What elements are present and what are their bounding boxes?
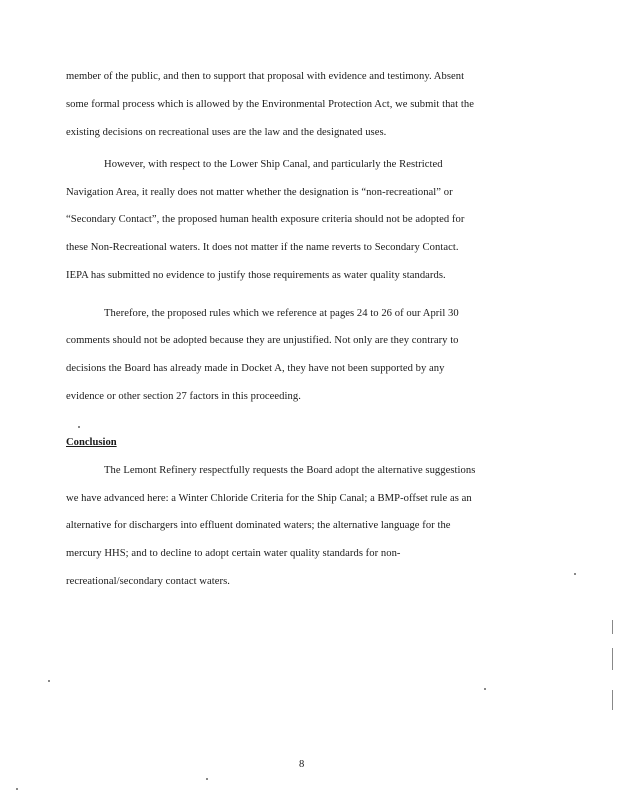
paragraph-4-line: recreational/secondary contact waters. — [66, 576, 230, 587]
paragraph-1-line: existing decisions on recreational uses are the law and the designated uses. — [66, 127, 387, 138]
scan-artifact — [612, 690, 613, 710]
paragraph-1-line: member of the public, and then to support that proposal with evidence and testimony. Absent — [66, 71, 465, 82]
paragraph-1-line: some formal process which is allowed by the Environmental Protection Act, we submit that the — [66, 99, 474, 110]
conclusion-heading: Conclusion — [66, 437, 117, 448]
paragraph-2-line: “Secondary Contact”, the proposed human health exposure criteria should not be adopted for — [66, 214, 465, 225]
scan-artifact — [48, 680, 50, 682]
paragraph-3-line: decisions the Board has already made in Docket A, they have not been supported by any — [66, 363, 445, 374]
paragraph-2-line: IEPA has submitted no evidence to justify those requirements as water quality standards. — [66, 270, 446, 281]
paragraph-4-line: we have advanced here: a Winter Chloride Criteria for the Ship Canal; a BMP-offset rule as an — [66, 493, 472, 504]
scan-artifact — [574, 573, 576, 575]
paragraph-2-line: these Non-Recreational waters. It does not matter if the name reverts to Secondary Contact. — [66, 242, 459, 253]
paragraph-3-line: evidence or other section 27 factors in this proceeding. — [66, 391, 301, 402]
scan-artifact — [612, 648, 613, 670]
paragraph-2-line: However, with respect to the Lower Ship Canal, and particularly the Restricted — [104, 159, 443, 170]
paragraph-4-line: alternative for dischargers into effluent dominated waters; the alternative language for the — [66, 520, 451, 531]
paragraph-4-line: The Lemont Refinery respectfully requests the Board adopt the alternative suggestions — [104, 465, 476, 476]
paragraph-3-line: Therefore, the proposed rules which we reference at pages 24 to 26 of our April 30 — [104, 308, 459, 319]
scan-artifact — [16, 788, 18, 790]
scan-artifact — [612, 620, 613, 634]
scan-artifact — [78, 426, 80, 428]
page-number: 8 — [299, 759, 305, 770]
paragraph-2-line: Navigation Area, it really does not matter whether the designation is “non-recreational” or — [66, 187, 453, 198]
scan-artifact — [206, 778, 208, 780]
paragraph-3-line: comments should not be adopted because they are unjustified. Not only are they contrary to — [66, 335, 459, 346]
scan-artifact — [484, 688, 486, 690]
paragraph-4-line: mercury HHS; and to decline to adopt certain water quality standards for non- — [66, 548, 401, 559]
